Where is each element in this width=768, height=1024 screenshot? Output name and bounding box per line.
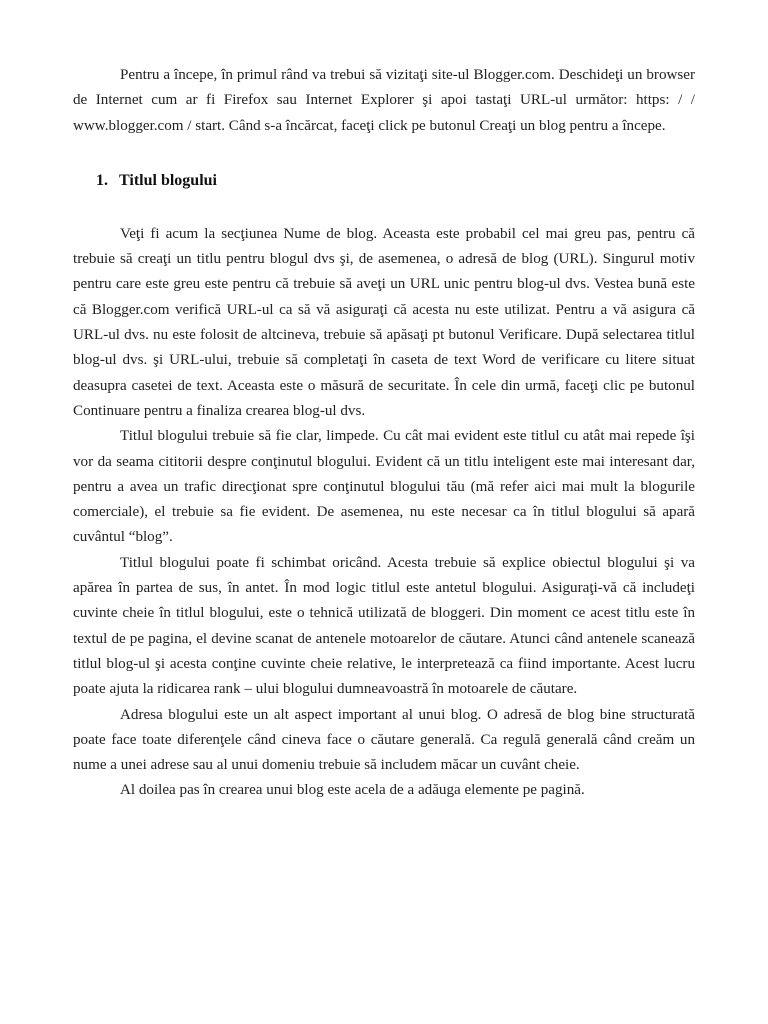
document-page [73, 63, 695, 804]
section-title: Titlul blogului [119, 171, 217, 189]
body-paragraph: Titlul blogului trebuie să fie clar, limpede. Cu cât mai evident este titlul cu atât mai repede îşi vor da seama cititorii despre conţinutul blogului. Evident că un titlu inteligent este mai interesant dar, pentru a avea un trafic direcţionat spre conţinutul blogului tău (mă refer aici mai mult la blogurile comerciale), el trebuie sa fie evident. De asemenea, nu este necesar ca în titlul blogului să apară cuvântul “blog”. [73, 428, 695, 546]
body-paragraph: Al doilea pas în crearea unui blog este acela de a adăuga elemente pe pagină. [120, 782, 585, 799]
body-paragraph: Titlul blogului poate fi schimbat oricând. Acesta trebuie să explice obiectul blogului şi va apărea în partea de sus, în antet. În mod logic titlul este antetul blogului. Asiguraţi-vă că includeţi cuvinte cheie în titlul blogului, este o tehnică utilizată de bloggeri. Din moment ce acest titlu este în textul de pe pagina, el devine scanat de antenele motoarelor de căutare. Atunci când antenele scanează titlul blog-ul şi acesta conţine cuvinte cheie relative, le interpretează ca fiind importante. Acest lucru poate ajuta la ridicarea rank – ului blogului dumneavoastră în motoarele de căutare. [73, 554, 695, 698]
intro-paragraph: Pentru a începe, în primul rând va trebui să vizitaţi site-ul Blogger.com. Deschideţi un browser de Internet cum ar fi Firefox sau Internet Explorer şi apoi tastaţi URL-ul următor: https: / / www.blogger.com / start. Când s-a încărcat, faceţi click pe butonul Creaţi un blog pentru a începe. [73, 67, 695, 134]
section-number: 1. [96, 171, 108, 189]
body-paragraph: Veţi fi acum la secţiunea Nume de blog. Aceasta este probabil cel mai greu pas, pentru că trebuie să creaţi un titlu pentru blogul dvs şi, de asemenea, o adresă de blog (URL). Singurul motiv pentru care este greu este pentru că trebuie să aveţi un URL unic pentru blog-ul dvs. Vestea bună este că Blogger.com verifică URL-ul ca să vă asiguraţi că acesta nu este utilizat. Pentru a vă asigura că URL-ul dvs. nu este folosit de altcineva, trebuie să apăsaţi pt butonul Verificare. După selectarea titlul blog-ul dvs. şi URL-ului, trebuie să completaţi în caseta de text Word de verificare cu litere situat deasupra casetei de text. Aceasta este o măsură de securitate. În cele din urmă, faceţi clic pe butonul Continuare pentru a finaliza crearea blog-ul dvs. [73, 225, 695, 419]
section-heading [73, 168, 695, 193]
body-paragraph: Adresa blogului este un alt aspect important al unui blog. O adresă de blog bine structurată poate face toate diferenţele când cineva face o căutare generală. Ca regulă generală când creăm un nume a unei adrese sau al unui domeniu trebuie să includem măcar un cuvânt cheie. [73, 706, 695, 774]
